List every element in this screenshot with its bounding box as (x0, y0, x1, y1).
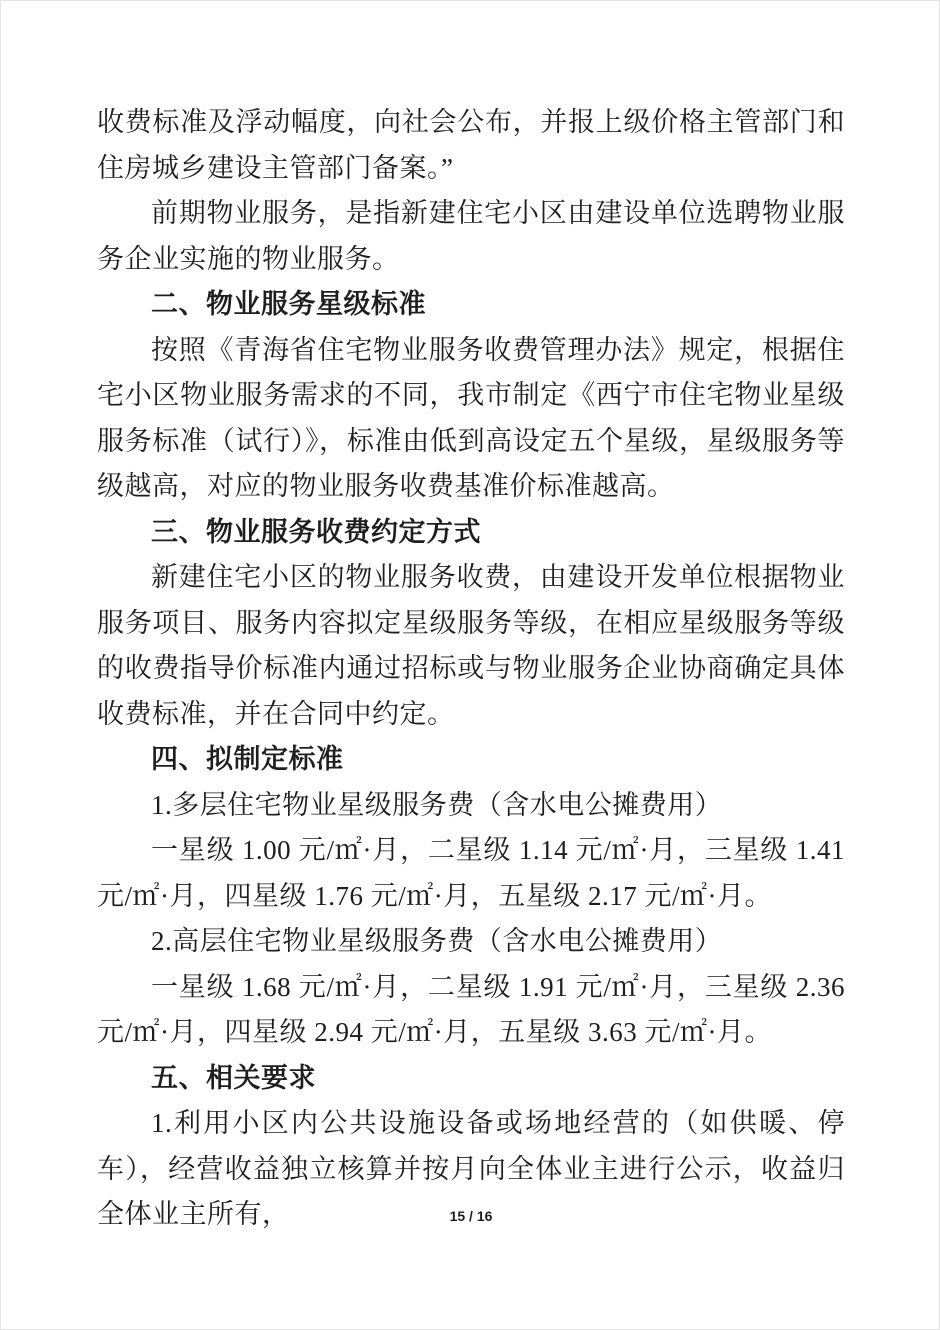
section-heading-4: 四、拟制定标准 (151, 744, 344, 774)
paragraph: 前期物业服务，是指新建住宅小区由建设单位选聘物业服务企业实施的物业服务。 (97, 198, 845, 274)
paragraph-multistorey-label: 1.多层住宅物业星级服务费（含水电公摊费用） (151, 789, 723, 820)
document-body (97, 100, 845, 1238)
paragraph: 按照《青海省住宅物业服务收费管理办法》规定，根据住宅小区物业服务需求的不同，我市制定《西宁市住宅物业星级服务标准（试行）》，标准由低到高设定五个星级，星级服务等级越高，对应的物业服务收费基准价标准越高。 (97, 334, 845, 501)
paragraph-continuation: 收费标准及浮动幅度，向社会公布，并报上级价格主管部门和住房城乡建设主管部门备案。” (97, 107, 845, 183)
section-heading-3: 三、物业服务收费约定方式 (151, 516, 481, 547)
page-number: 15 / 16 (449, 1208, 493, 1224)
section-heading-5: 五、相关要求 (151, 1062, 316, 1093)
paragraph: 1.利用小区内公共设施设备或场地经营的（如供暖、停车），经营收益独立核算并按月向全体业主进行公示，收益归全体业主所有， (97, 1108, 845, 1229)
paragraph: 新建住宅小区的物业服务收费，由建设开发单位根据物业服务项目、服务内容拟定星级服务等级，在相应星级服务等级的收费指导价标准内通过招标或与物业服务企业协商确定具体收费标准，并在合同中约定。 (97, 562, 845, 729)
section-heading-2: 二、物业服务星级标准 (151, 289, 426, 319)
paragraph-multistorey-fees: 一星级 1.00 元/㎡·月，二星级 1.14 元/㎡·月，三星级 1.41 元/㎡·月，四星级 1.76 元/㎡·月，五星级 2.17 元/㎡·月。 (97, 835, 845, 911)
paragraph-highrise-label: 2.高层住宅物业星级服务费（含水电公摊费用） (151, 926, 723, 956)
paragraph-highrise-fees: 一星级 1.68 元/㎡·月，二星级 1.91 元/㎡·月，三星级 2.36 元/㎡·月，四星级 2.94 元/㎡·月，五星级 3.63 元/㎡·月。 (97, 971, 845, 1047)
